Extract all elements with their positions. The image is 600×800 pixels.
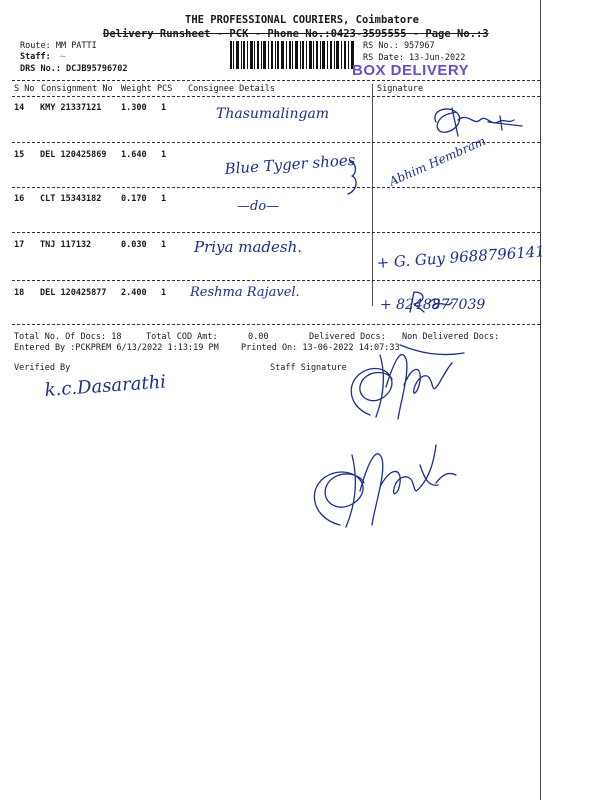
row-15-signature: Abhim Hembram (387, 133, 488, 189)
row-15-weight: 1.640 (121, 150, 147, 160)
row-16-consignee: —do— (237, 199, 280, 214)
row-16-rule (12, 232, 540, 233)
verified-by-label: Verified By (14, 363, 71, 373)
total-cod-label: Total COD Amt: (146, 332, 218, 342)
row-14-sno: 14 (14, 103, 25, 113)
drs-number: DRS No.: DCJB95796702 (20, 64, 128, 74)
row-14-pcs: 1 (161, 103, 167, 113)
delivered-docs-label: Delivered Docs: (309, 332, 386, 342)
row-15-sno: 15 (14, 150, 25, 160)
rs-date: RS Date: 13-Jun-2022 (363, 53, 466, 63)
row-15-consignee: Blue Tyger shoes (224, 150, 356, 178)
row-15-rule (12, 187, 540, 188)
row-18-weight: 2.400 (121, 288, 147, 298)
page-margin-line (540, 0, 541, 800)
printed-on: Printed On: 13-06-2022 14:07:33 (241, 343, 400, 353)
staff-mark: ~ (59, 52, 67, 62)
signature-column-divider (372, 84, 373, 306)
row-17-rule (12, 280, 540, 281)
rs-number: RS No.: 957967 (363, 41, 435, 51)
staff-signature-label: Staff Signature (270, 363, 347, 373)
row-16-consignment: CLT 15343182 (40, 194, 102, 204)
row-14-consignee: Thasumalingam (216, 106, 330, 122)
row-15-consignment: DEL 120425869 (40, 150, 107, 160)
row-15-pcs: 1 (161, 150, 167, 160)
row-18-signature: + 8248877039 (380, 297, 486, 313)
row-17-sno: 17 (14, 240, 25, 250)
box-delivery-stamp: BOX DELIVERY (352, 62, 470, 79)
non-delivered-docs-label: Non Delivered Docs: (402, 332, 500, 342)
entered-by: Entered By :PCKPREM 6/13/2022 1:13:19 PM (14, 343, 219, 353)
table-top-rule (12, 80, 540, 81)
table-header-rule (12, 96, 540, 97)
col-header-consignment: Consignment No (41, 84, 113, 94)
row-17-pcs: 1 (161, 240, 167, 250)
col-header-pcs: PCS (157, 84, 173, 94)
brace-mark (344, 160, 364, 196)
row-14-weight: 1.300 (121, 103, 147, 113)
row-18-pcs: 1 (161, 288, 167, 298)
row-17-signature: + G. Guy 9688796141 (376, 242, 546, 272)
staff-signature-1 (340, 335, 480, 425)
row-16-sno: 16 (14, 194, 25, 204)
row-18-consignment: DEL 120425877 (40, 288, 107, 298)
col-header-sno: S No (14, 84, 35, 94)
row-17-consignment: TNJ 117132 (40, 240, 92, 250)
row-17-consignee: Priya madesh. (194, 238, 303, 256)
row-14-consignment: KMY 21337121 (40, 103, 102, 113)
row-18-rule (12, 324, 540, 325)
row-17-weight: 0.030 (121, 240, 147, 250)
route-label: Route: MM PATTI (20, 41, 97, 51)
total-docs: Total No. Of Docs: 18 (14, 332, 122, 342)
barcode (230, 41, 355, 69)
row-16-pcs: 1 (161, 194, 167, 204)
row-18-consignee: Reshma Rajavel. (190, 285, 300, 300)
verifier-signature: k.c.Dasarathi (44, 371, 167, 401)
col-header-weight: Weight (121, 84, 152, 94)
col-header-consignee: Consignee Details (188, 84, 275, 94)
company-title: THE PROFESSIONAL COURIERS, Coimbatore (185, 14, 419, 26)
runsheet-subtitle: Delivery Runsheet - PCK - Phone No.:0423-3595555 - Page No.:3 (103, 28, 489, 40)
staff-label: Staff: (20, 52, 51, 62)
total-cod-value: 0.00 (248, 332, 269, 342)
staff-signature-2 (300, 425, 470, 535)
row-18-sno: 18 (14, 288, 25, 298)
row-16-weight: 0.170 (121, 194, 147, 204)
col-header-signature: Signature (377, 84, 424, 94)
